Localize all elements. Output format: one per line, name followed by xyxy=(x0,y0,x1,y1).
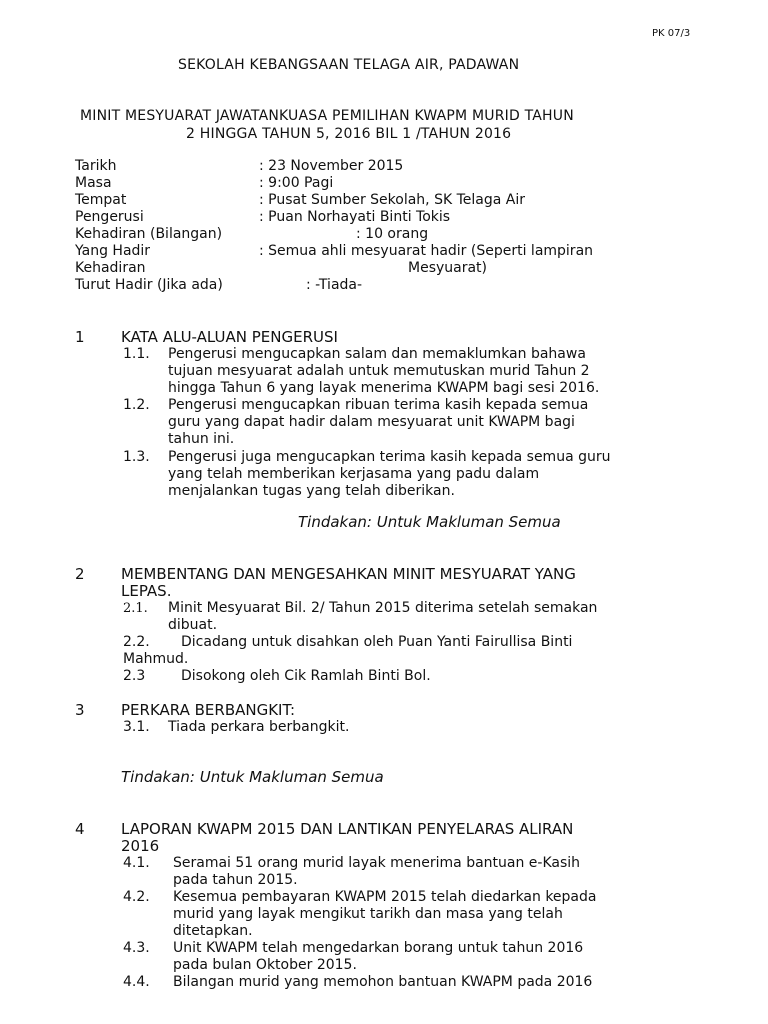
item-4-4-number: 4.4. xyxy=(123,974,150,990)
item-2-2-number: 2.2. xyxy=(123,634,150,650)
item-3-1-number: 3.1. xyxy=(123,719,150,735)
section-2-number: 2 xyxy=(75,565,85,583)
item-2-3-number: 2.3 xyxy=(123,668,146,684)
section-3-title: PERKARA BERBANGKIT: xyxy=(121,701,296,719)
masa-value: : 9:00 Pagi xyxy=(259,175,334,191)
masa-label: Masa xyxy=(75,175,112,191)
item-4-3-line-2: pada bulan Oktober 2015. xyxy=(173,957,357,973)
item-2-1-number: 2.1. xyxy=(123,601,148,616)
item-2-2-line-2: Mahmud. xyxy=(123,651,189,667)
turut-hadir-label: Turut Hadir (Jika ada) xyxy=(75,277,223,293)
school-name: SEKOLAH KEBANGSAAN TELAGA AIR, PADAWAN xyxy=(178,57,520,73)
item-1-2-number: 1.2. xyxy=(123,397,150,413)
tarikh-label: Tarikh xyxy=(75,158,117,174)
section-4-number: 4 xyxy=(75,820,85,838)
section-1-title: KATA ALU-ALUAN PENGERUSI xyxy=(121,328,338,346)
item-1-3-number: 1.3. xyxy=(123,449,150,465)
item-1-3-line-2: yang telah memberikan kerjasama yang padu dalam xyxy=(168,466,540,482)
item-4-3-line-1: Unit KWAPM telah mengedarkan borang untuk tahun 2016 xyxy=(173,940,584,956)
tempat-value: : Pusat Sumber Sekolah, SK Telaga Air xyxy=(259,192,525,208)
section-3-tindakan: Tindakan: Untuk Makluman Semua xyxy=(121,768,384,786)
item-1-2-line-1: Pengerusi mengucapkan ribuan terima kasih kepada semua xyxy=(168,397,589,413)
item-4-2-line-2: murid yang layak mengikut tarikh dan masa yang telah xyxy=(173,906,563,922)
item-1-1-line-3: hingga Tahun 6 yang layak menerima KWAPM bagi sesi 2016. xyxy=(168,380,600,396)
item-4-1-line-1: Seramai 51 orang murid layak menerima bantuan e-Kasih xyxy=(173,855,581,871)
item-4-4-line-1: Bilangan murid yang memohon bantuan KWAPM pada 2016 xyxy=(173,974,593,990)
section-2-title-line-1: MEMBENTANG DAN MENGESAHKAN MINIT MESYUARAT YANG xyxy=(121,565,576,583)
item-4-1-number: 4.1. xyxy=(123,855,150,871)
section-1-tindakan: Tindakan: Untuk Makluman Semua xyxy=(298,513,561,531)
item-2-1-line-1: Minit Mesyuarat Bil. 2/ Tahun 2015 diterima setelah semakan xyxy=(168,600,598,616)
page-code: PK 07/3 xyxy=(652,28,691,39)
item-2-2-line-1: Dicadang untuk disahkan oleh Puan Yanti Fairullisa Binti xyxy=(181,634,573,650)
hadir-value-cont: Mesyuarat) xyxy=(408,260,488,276)
turut-hadir-value: : -Tiada- xyxy=(306,277,363,293)
title-line-1: MINIT MESYUARAT JAWATANKUASA PEMILIHAN KWAPM MURID TAHUN xyxy=(80,108,574,124)
section-2-title-line-2: LEPAS. xyxy=(121,582,172,600)
section-4-title-line-2: 2016 xyxy=(121,837,160,855)
item-1-2-line-2: guru yang dapat hadir dalam mesyuarat unit KWAPM bagi xyxy=(168,414,575,430)
item-4-3-number: 4.3. xyxy=(123,940,150,956)
item-1-1-line-1: Pengerusi mengucapkan salam dan memaklumkan bahawa xyxy=(168,346,586,362)
item-1-2-line-3: tahun ini. xyxy=(168,431,235,447)
title-line-2: 2 HINGGA TAHUN 5, 2016 BIL 1 /TAHUN 2016 xyxy=(186,126,512,142)
item-1-3-line-3: menjalankan tugas yang telah diberikan. xyxy=(168,483,455,499)
item-4-2-number: 4.2. xyxy=(123,889,150,905)
item-1-1-line-2: tujuan mesyuarat adalah untuk memutuskan murid Tahun 2 xyxy=(168,363,590,379)
item-3-1-line-1: Tiada perkara berbangkit. xyxy=(168,719,350,735)
section-3-number: 3 xyxy=(75,701,85,719)
kehadiran-label: Kehadiran (Bilangan) xyxy=(75,226,223,242)
tarikh-value: : 23 November 2015 xyxy=(259,158,404,174)
tempat-label: Tempat xyxy=(75,192,127,208)
item-4-1-line-2: pada tahun 2015. xyxy=(173,872,298,888)
section-4-title-line-1: LAPORAN KWAPM 2015 DAN LANTIKAN PENYELARAS ALIRAN xyxy=(121,820,574,838)
pengerusi-label: Pengerusi xyxy=(75,209,144,225)
item-1-1-number: 1.1. xyxy=(123,346,150,362)
kehadiran-value: : 10 orang xyxy=(356,226,429,242)
item-4-2-line-1: Kesemua pembayaran KWAPM 2015 telah diedarkan kepada xyxy=(173,889,597,905)
hadir-label-cont: Kehadiran xyxy=(75,260,146,276)
section-1-number: 1 xyxy=(75,328,85,346)
hadir-label: Yang Hadir xyxy=(75,243,151,259)
pengerusi-value: : Puan Norhayati Binti Tokis xyxy=(259,209,451,225)
item-4-2-line-3: ditetapkan. xyxy=(173,923,253,939)
item-2-1-line-2: dibuat. xyxy=(168,617,218,633)
item-1-3-line-1: Pengerusi juga mengucapkan terima kasih kepada semua guru xyxy=(168,449,611,465)
item-2-3-line-1: Disokong oleh Cik Ramlah Binti Bol. xyxy=(181,668,431,684)
hadir-value: : Semua ahli mesyuarat hadir (Seperti lampiran xyxy=(259,243,594,259)
